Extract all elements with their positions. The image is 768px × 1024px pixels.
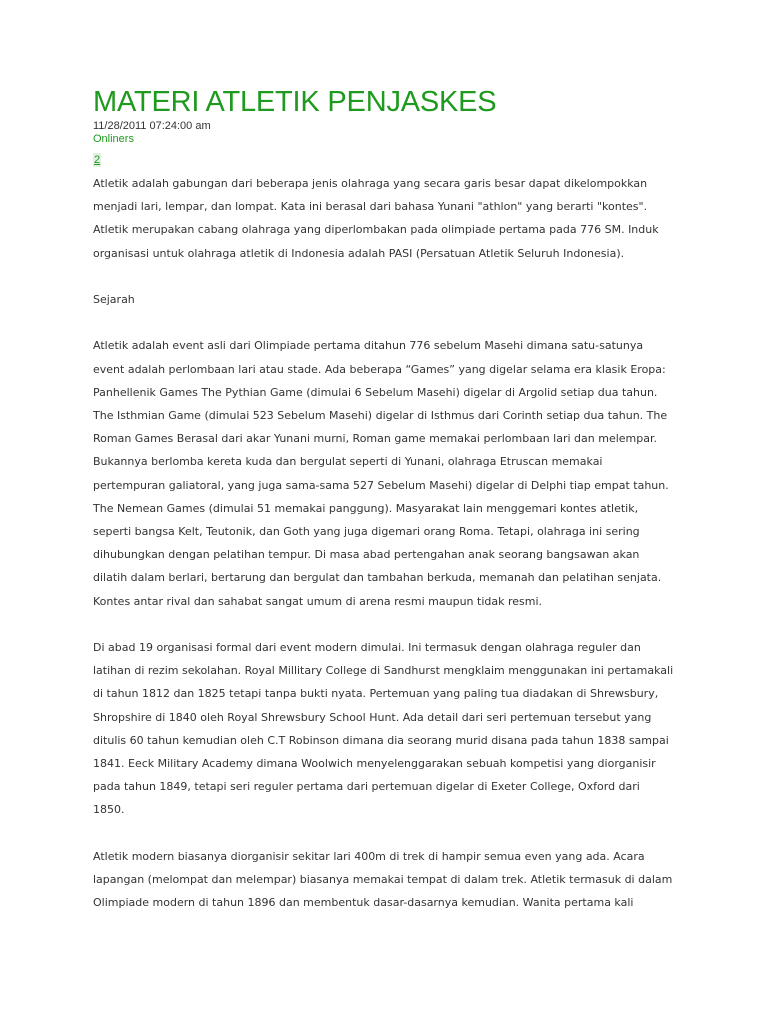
article-body <box>93 172 683 914</box>
post-date: 11/28/2011 07:24:00 am <box>93 120 211 132</box>
article <box>93 84 683 938</box>
comment-count-link[interactable]: 2 <box>94 154 101 166</box>
paragraph-history: Atletik adalah event asli dari Olimpiade pertama ditahun 776 sebelum Masehi dimana satu-satunya event adalah perlombaan lari atau stade. Ada beberapa “Games” yang digelar selama era klasik Eropa: Panhellenik Games The Pythian Game (dimulai 6 Sebelum Masehi) digelar di Argolid setiap dua tahun. The Isthmian Game (dimulai 523 Sebelum Masehi) digelar di Isthmus dari Corinth setiap dua tahun. The Roman Games Berasal dari akar Yunani murni, Roman game memakai perlombaan lari dan melempar. Bukannya berlomba kereta kuda dan bergulat seperti di Yunani, olahraga Etruscan memakai pertempuran galiatoral, yang juga sama-sama 527 Sebelum Masehi) digelar di Delphi tiap empat tahun. The Nemean Games (dimulai 51 memakai panggung). Masyarakat lain menggemari kontes atletik, seperti bangsa Kelt, Teutonik, dan Goth yang juga digemari orang Roma. Tetapi, olahraga ini sering dihubungkan dengan pelatihan tempur. Di masa abad pertengahan anak seorang bangsawan akan dilatih dalam berlari, bertarung dan bergulat dan tambahan berkuda, memanah dan pelatihan senjata. Kontes antar rival dan sahabat sangat umum di arena resmi maupun tidak resmi. <box>93 339 669 608</box>
section-heading-sejarah: Sejarah <box>93 293 135 306</box>
paragraph-intro: Atletik adalah gabungan dari beberapa jenis olahraga yang secara garis besar dapat dikelompokkan menjadi lari, lempar, dan lompat. Kata ini berasal dari bahasa Yunani "athlon" yang berarti "kontes". Atletik merupakan cabang olahraga yang diperlombakan pada olimpiade pertama pada 776 SM. Induk organisasi untuk olahraga atletik di Indonesia adalah PASI (Persatuan Atletik Seluruh Indonesia). <box>93 177 659 260</box>
paragraph-modern: Atletik modern biasanya diorganisir sekitar lari 400m di trek di hampir semua even yang ada. Acara lapangan (melompat dan melempar) biasanya memakai tempat di dalam trek. Atletik termasuk di dalam Olimpiade modern di tahun 1896 dan membentuk dasar-dasarnya kemudian. Wanita pertama kali <box>93 849 673 910</box>
article-title: MATERI ATLETIK PENJASKES <box>93 86 497 118</box>
author-name[interactable]: Onliners <box>93 133 134 145</box>
paragraph-19th-century: Di abad 19 organisasi formal dari event modern dimulai. Ini termasuk dengan olahraga reguler dan latihan di rezim sekolahan. Royal Millitary College di Sandhurst mengklaim menggunakan ini pertamakali di tahun 1812 dan 1825 tetapi tanpa bukti nyata. Pertemuan yang paling tua diadakan di Shrewsbury, Shropshire di 1840 oleh Royal Shrewsbury School Hunt. Ada detail dari seri pertemuan tersebut yang ditulis 60 tahun kemudian oleh C.T Robinson dimana dia seorang murid disana pada tahun 1838 sampai 1841. Eeck Military Academy dimana Woolwich menyelenggarakan sebuah kompetisi yang diorganisir pada tahun 1849, tetapi seri reguler pertama dari pertemuan digelar di Exeter College, Oxford dari 1850. <box>93 641 674 817</box>
